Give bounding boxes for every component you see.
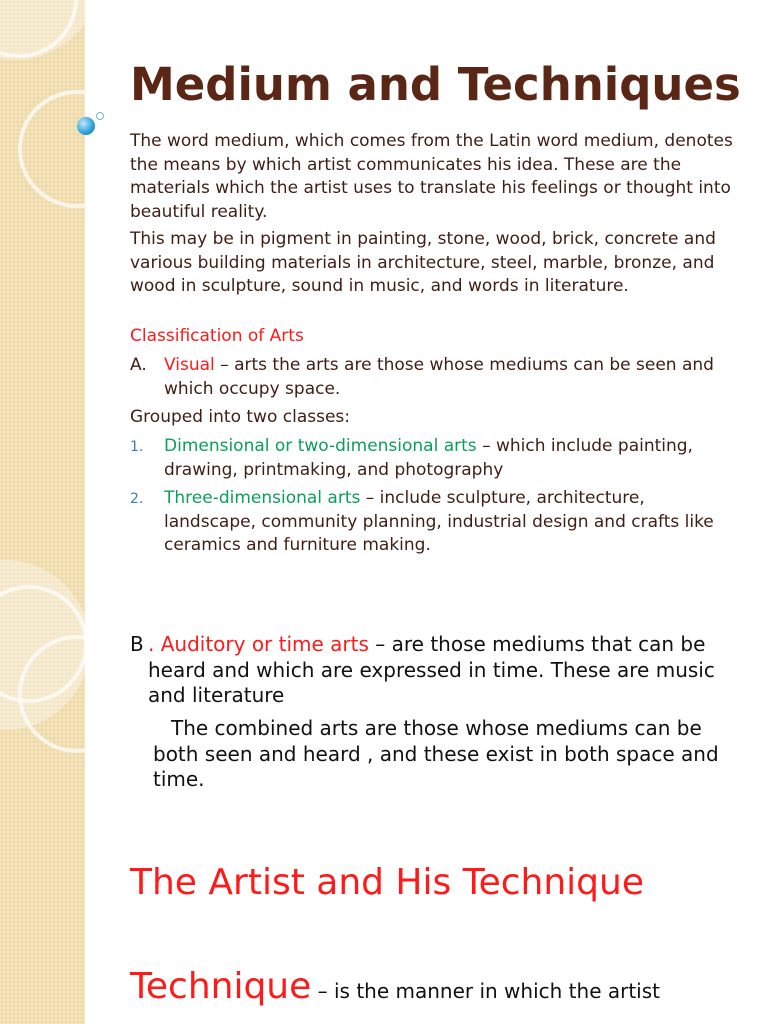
auditory-term: . Auditory or time arts xyxy=(148,632,369,656)
paragraph-medium-examples: This may be in pigment in painting, stone, wood, brick, concrete and various building materials in architecture, steel, marble, bronze, and wood in sculpture, sound in music, and words in literature. xyxy=(130,229,716,296)
decorative-ring xyxy=(18,90,85,208)
technique-text: – is the manner in which the artist xyxy=(311,979,660,1003)
decorative-bead-small xyxy=(96,112,104,120)
decorative-sidebar xyxy=(0,0,85,1024)
list-text: – include sculpture, architecture, landscape, community planning, industrial design and crafts like ceramics and furniture making. xyxy=(164,488,714,555)
list-item xyxy=(130,435,742,480)
page-title: Medium and Techniques xyxy=(130,58,741,111)
decorative-bead xyxy=(77,117,95,135)
auditory-body xyxy=(148,632,745,709)
paragraph-medium-definition: The word medium, which comes from the Latin word medium, denotes the means by which artist communicates his idea. These are the materials which the artist uses to translate his feelings or thought into beautiful reality. xyxy=(130,131,733,222)
section-heading: The Artist and His Technique xyxy=(130,862,644,903)
decorative-ring xyxy=(0,0,78,58)
list-item-body xyxy=(164,435,742,482)
technique-term: Technique xyxy=(130,966,312,1007)
list-item xyxy=(130,487,742,555)
visual-text: – arts the arts are those whose mediums can be seen and which occupy space. xyxy=(164,355,714,399)
list-term: Dimensional or two-dimensional arts xyxy=(164,436,477,456)
list-text: – which include painting, drawing, printmaking, and photography xyxy=(164,436,693,480)
combined-arts-paragraph: The combined arts are those whose mediums can be both seen and heard , and these exist in both space and time. xyxy=(153,716,719,791)
technique-definition xyxy=(130,966,660,1007)
classification-heading: Classification of Arts xyxy=(130,326,304,346)
list-number: 1. xyxy=(130,439,144,455)
auditory-prefix: B xyxy=(130,632,144,656)
grouped-label: Grouped into two classes: xyxy=(130,407,350,427)
list-term: Three-dimensional arts xyxy=(164,488,361,508)
auditory-text: – are those mediums that can be heard and which are expressed in time. These are music and literature xyxy=(148,632,715,707)
list-item-body xyxy=(164,487,742,558)
list-number: 2. xyxy=(130,491,144,507)
visual-prefix: A. xyxy=(130,355,147,375)
visual-term: Visual xyxy=(164,355,215,375)
visual-body xyxy=(164,354,742,401)
